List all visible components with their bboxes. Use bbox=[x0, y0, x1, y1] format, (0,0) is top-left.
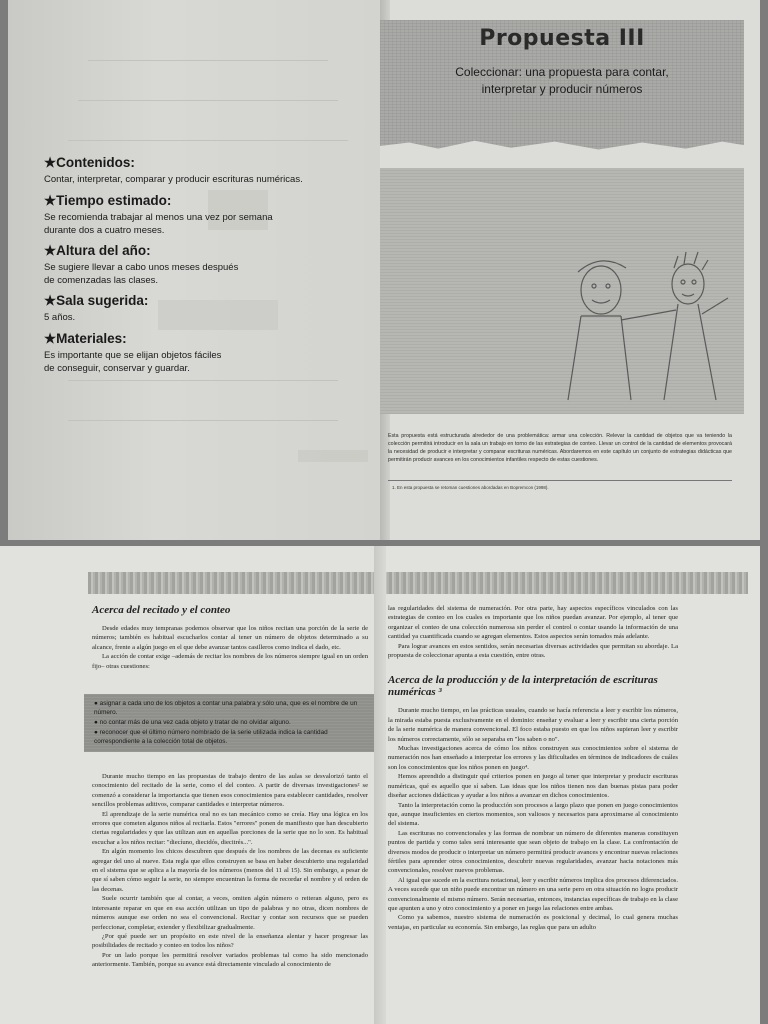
paragraph: La acción de contar exige –además de recitar los nombres de los números siempre igual en un orden fijo– otras cuestiones: bbox=[92, 653, 368, 670]
paragraph: Hemos aprendido a distinguir qué criterios ponen en juego al tener que interpretar y producir escrituras numéricas, qué es aquello que sí saben. Las ideas que los niños tienen nos dan buenas pistas para poder diseñar acciones didácticas y ayudar a los niños a avanzar en dichos conocimientos. bbox=[388, 773, 678, 800]
left-column-body bbox=[92, 772, 368, 970]
section-line: Es importante que se elijan objetos fáciles bbox=[44, 350, 222, 361]
bottom-page bbox=[0, 546, 760, 1024]
section-contenidos bbox=[44, 155, 303, 186]
paragraph: El aprendizaje de la serie numérica oral no es tan mecánico como se creía. Hay una lógica en los errores que cometen algunos niños al recitarla. Estos "errores" ponen de manifiesto que han descubierto ciertas regularidades y que las utilizan aun en aquellas porciones de la serie que no lo son. Es habitual escuchar a los niños recitar: "diecíuno, diecidós, diecitrés...". bbox=[92, 810, 368, 846]
section-line: de conseguir, conservar y guardar. bbox=[44, 363, 190, 374]
propuesta-subtitle bbox=[400, 64, 724, 98]
paragraph: Por un lado porque les permitirá resolver variados problemas tal como ha sido mencionado anteriormente. También, porque su avance está directamente vinculado al conocimiento de bbox=[92, 951, 368, 969]
paragraph: ¿Por qué puede ser un propósito en este nivel de la enseñanza alentar y hacer progresar las posibilidades de recitado y conteo en todos los niños? bbox=[92, 932, 368, 950]
section-line: Se sugiere llevar a cabo unos meses después bbox=[44, 262, 239, 273]
conteo-requirements-box bbox=[84, 694, 374, 752]
left-column bbox=[92, 604, 368, 671]
section-line: durante dos a cuatro meses. bbox=[44, 225, 165, 236]
torn-edge bbox=[380, 124, 744, 168]
box-item: ● no contar más de una vez cada objeto y tratar de no olvidar alguno. bbox=[94, 719, 291, 726]
subtitle-line: Coleccionar: una propuesta para contar, bbox=[455, 65, 669, 79]
section-line: de comenzadas las clases. bbox=[44, 275, 159, 286]
paragraph: Como ya sabemos, nuestro sistema de numeración es posicional y decimal, lo cual genera muchas ventajas, en particular su economía. Sin embargo, las reglas que para un adulto bbox=[388, 914, 678, 931]
section-body bbox=[44, 311, 148, 324]
paragraph: Muchas investigaciones acerca de cómo los niños construyen sus conocimientos sobre el sistema de numeración nos han enseñado a interpretar los errores y las dificultades en términos de indicadores de cuáles son los conocimientos que los niños ponen en juego⁴. bbox=[388, 745, 678, 771]
section-heading: ★Contenidos: bbox=[44, 155, 135, 170]
child-drawing-illustration bbox=[556, 250, 736, 410]
section-sala bbox=[44, 293, 148, 324]
header-decoration-band bbox=[88, 572, 748, 594]
section-line: Contar, interpretar, comparar y producir escrituras numéricas. bbox=[44, 174, 303, 185]
section-tiempo bbox=[44, 193, 273, 237]
footnote-rule bbox=[388, 480, 732, 481]
section-body bbox=[44, 173, 303, 186]
section-body bbox=[44, 261, 238, 287]
section-heading: ★Sala sugerida: bbox=[44, 293, 149, 308]
section-heading: ★Altura del año: bbox=[44, 243, 151, 258]
section-body bbox=[44, 349, 221, 375]
section-line: Se recomienda trabajar al menos una vez por semana bbox=[44, 212, 273, 223]
subtitle-line: interpretar y producir números bbox=[481, 82, 643, 96]
paragraph: Durante mucho tiempo en las propuestas de trabajo dentro de las aulas se desvalorizó tanto el conocimiento del recitado de la serie, como el del conteo. A partir de diversas investigaciones² se comenzó a considerar la importancia que tienen esos conocimientos para establecer cantidades, resolver sencillos problemas aditivos, comparar cantidades e interpretar números. bbox=[92, 773, 368, 809]
right-column bbox=[388, 604, 678, 932]
paragraph: Las escrituras no convencionales y las formas de nombrar un número de diferentes maneras constituyen puntos de partida y como tales será interesante que sean objeto de trabajo en la clase. La confrontación de diversos modos de producir o interpretar un número permitirá producir avances y encontrar nuevas relaciones fértiles para aprender otros conocimientos, descubrir nuevas regularidades, avanzar hacia notaciones más convencionales, resolver nuevos problemas. bbox=[388, 829, 678, 875]
section-heading: ★Materiales: bbox=[44, 331, 127, 346]
section-heading-recitado: Acerca del recitado y el conteo bbox=[92, 604, 231, 616]
paragraph: Tanto la interpretación como la producción son procesos a largo plazo que ponen en juego conocimientos que, aunque insuficientes en ciertos momentos, son valiosos y necesarios para aproximarse al conocimiento del sistema. bbox=[388, 801, 678, 828]
page-gutter bbox=[374, 546, 386, 1024]
paragraph: las regularidades del sistema de numeración. Por otra parte, hay aspectos específicos vinculados con las estrategias de conteo en los cuales es importante que los niños puedan avanzar. Por ejemplo, al tener que organizar el conteo de una colección numerosa sin perder el control o contar usando la información de una cantidad ya cuantificada cuando se agregan elementos. Estos aspectos serán tomados más adelante. bbox=[388, 605, 678, 641]
box-item: ● asignar a cada uno de los objetos a contar una palabra y sólo una, que es el nombre de un número. bbox=[94, 700, 358, 716]
section-altura bbox=[44, 243, 238, 287]
paragraph: Durante mucho tiempo, en las prácticas usuales, cuando se hacía referencia a leer y escribir los números, la mirada estaba puesta exclusivamente en el dominio: enseñar y evaluar a leer y escribir una cierta porción de la serie numérica de manera convencional. El foco estaba puesto en que los niños supieran leer y escribir los números correctamente, sólo se separaba en "los saben o no". bbox=[388, 707, 678, 743]
box-item: ● reconocer que el último número nombrado de la serie utilizada indica la cantidad correspondiente a la colección total de objetos. bbox=[94, 729, 328, 745]
section-body bbox=[44, 211, 273, 237]
paragraph: Para lograr avances en estos sentidos, serán necesarias diversas actividades que permitan su abordaje. La propuesta de coleccionar apunta a esta cuestión, entre otras. bbox=[388, 642, 678, 660]
section-heading-escrituras: Acerca de la producción y de la interpretación de escrituras numéricas ³ bbox=[388, 674, 658, 699]
propuesta-caption: Esta propuesta está estructurada alrededor de una problemática: armar una colección. Relevar la cantidad de objetos que va teniendo la colección permitirá introducir en la sala un trabajo en torno de las estrategias de conteo. Llevar un control de la cantidad de elementos provocará la necesidad de producir e interpretar y comparar escrituras numéricas. Abordaremos en este capítulo un conjunto de estrategias didácticas que permitirán producir avances en los conocimientos infantiles respecto de estas cuestiones. bbox=[388, 433, 732, 463]
paragraph: Al igual que sucede en la escritura notacional, leer y escribir números implica dos procesos diferenciados. A veces sucede que un niño puede encontrar un número en una serie pero en otra situación no logra producir convencionalmente el mismo número. Serán necesarias, entonces, instancias específicas de trabajo en la clase que apunten a uno y otro conocimiento y a poner en juego las relaciones entre ambas. bbox=[388, 876, 678, 912]
propuesta-title: Propuesta III bbox=[479, 26, 645, 51]
section-heading: ★Tiempo estimado: bbox=[44, 193, 172, 208]
paragraph: Desde edades muy tempranas podemos observar que los niños recitan una porción de la serie de números; también es habitual escucharlos contar al tener un número de objetos determinado a su alcance, frente a algún juego en el que debe avanzar tantos casilleros como indica el dado, etc. bbox=[92, 625, 368, 651]
section-line: 5 años. bbox=[44, 312, 76, 323]
paragraph: Suele ocurrir también que al contar, a veces, omiten algún número o reiteran alguno, pero es interesante reparar en que en esa acción utilizan un tipo de palabras y no otras, dicen nombres de números aunque ese orden no sea el convencional. Recitar y contar son recursos que se pueden perfeccionar, completar, extender y flexibilizar gradualmente. bbox=[92, 895, 368, 931]
section-materiales bbox=[44, 331, 221, 375]
propuesta-footnote: 1. En esta propuesta se retoman cuestiones abordadas en Bopremcon (1998). bbox=[392, 485, 549, 490]
paragraph: En algún momento los chicos descubren que después de los nombres de las decenas es suficiente agregar del uno al nueve. Esta regla que ellos construyen se basa en haber descubierto una regularidad en el sistema que se aplica a la mayoría de los números (menos del 11 al 15). Sin embargo, a pesar de que sí saben cómo seguir la serie, no siempre encuentran la forma de recordar el nombre y el orden de las decenas. bbox=[92, 848, 368, 893]
